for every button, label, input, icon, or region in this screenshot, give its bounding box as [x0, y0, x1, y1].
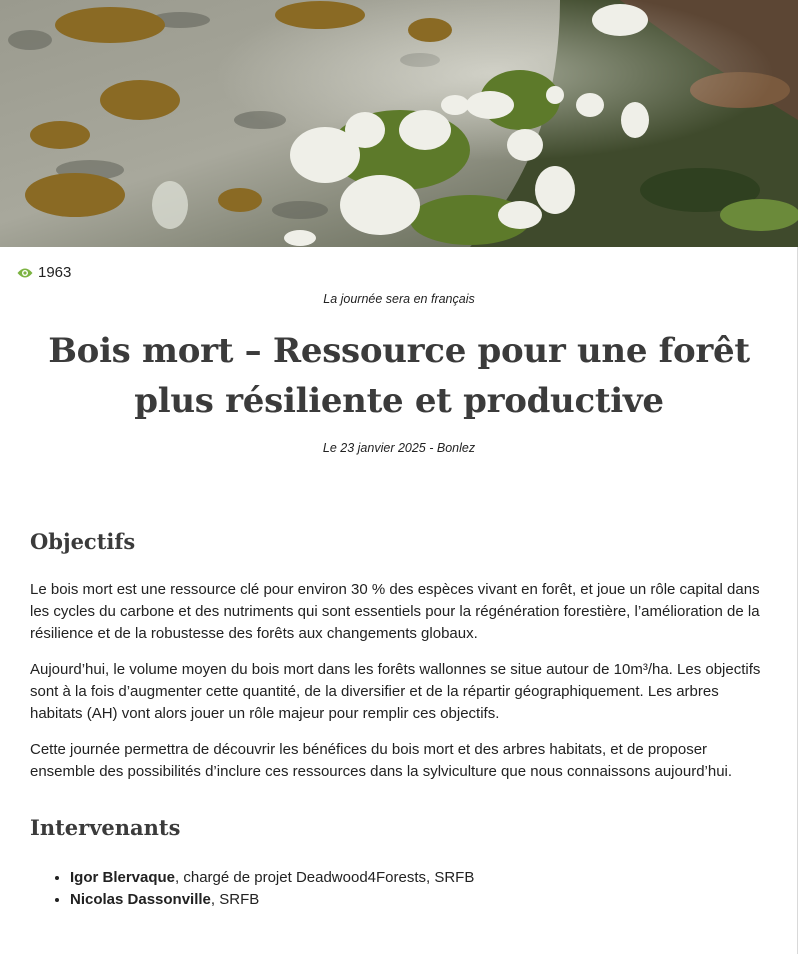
view-count: [17, 264, 71, 281]
objectifs-heading: Objectifs: [30, 529, 136, 554]
page-title: Bois mort – Ressource pour une forêt plus résiliente et productive: [48, 331, 750, 421]
eye-icon: [17, 267, 33, 279]
objectifs-paragraph-1: Le bois mort est une ressource clé pour environ 30 % des espèces vivant en forêt, et joue un rôle capital dans les cycles du carbone et des nutriments qui sont essentiels pour la régénération forestière, l’amélioration de la résilience et de la robustesse des forêts aux changements globaux.: [30, 581, 760, 642]
hero-image: [0, 0, 798, 247]
language-note: La journée sera en français: [323, 292, 475, 306]
article-body: [30, 527, 768, 911]
objectifs-paragraph-3: Cette journée permettra de découvrir les bénéfices du bois mort et des arbres habitats, et de proposer ensemble des possibilités d’inclure ces ressources dans la sylviculture que nous connaissons aujourd’hui.: [30, 741, 733, 780]
objectifs-paragraph-2: Aujourd’hui, le volume moyen du bois mort dans les forêts wallonnes se situe autour de 10m³/ha. Les objectifs sont à la fois d’augmenter cette quantité, de la diversifier et de la répartir géographiquement. Les arbres habitats (AH) vont alors jouer un rôle majeur pour remplir ces objectifs.: [30, 661, 761, 722]
event-date-location: Le 23 janvier 2025 - Bonlez: [322, 441, 476, 455]
list-item: [70, 889, 768, 911]
speaker-role: , SRFB: [210, 891, 260, 908]
list-item: [70, 867, 768, 889]
speaker-role: , chargé de projet Deadwood4Forests, SRFB: [175, 869, 475, 886]
intervenants-heading: Intervenants: [30, 815, 181, 840]
speaker-name: Igor Blervaque: [70, 869, 176, 886]
view-count-value: 1963: [38, 264, 72, 281]
speakers-list: [30, 867, 768, 911]
speaker-name: Nicolas Dassonville: [70, 891, 211, 908]
